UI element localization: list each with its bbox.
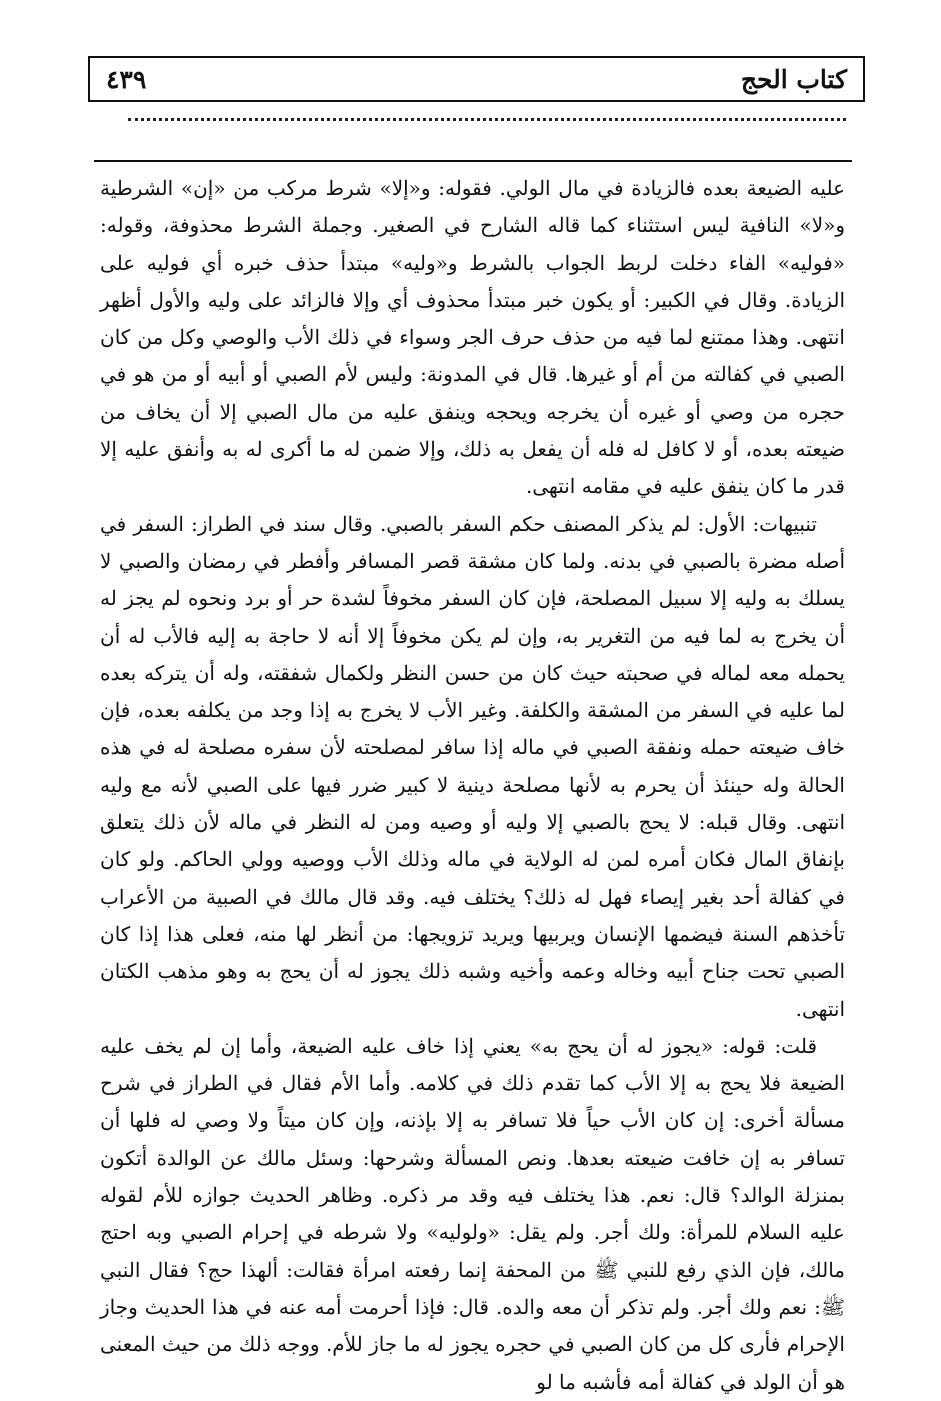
paragraph-2: تنبيهات: الأول: لم يذكر المصنف حكم السفر بالصبي. وقال سند في الطراز: السفر في أصله مضرة بالصبي في بدنه. ولما كان مشقة قصر المسافر وأفطر في رمضان والصبي لا يسلك به وليه إلا سبيل المصلحة، فإن كان السفر مخوفاً لشدة حر أو برد ونحوه لم يجز له أن يخرج به لما فيه من التغرير به، وإن لم يكن مخوفاً إلا أنه لا حاجة به إليه فالأب له أن يحمله معه لماله في صحبته حيث كان من حسن النظر ولكمال شفقته، وله أن يتركه بعده لما عليه في السفر من المشقة والكلفة. وغير الأب لا يخرج به إذا وجد من يكلفه بعده، فإن خاف ضيعته حمله ونفقة الصبي في ماله إذا سافر لمصلحته لأن سفره مصلحة له في هذه الحالة وله حينئذ أن يحرم به لأنها مصلحة دينية لا كبير ضرر فيها على الصبي لأنه مع وليه انتهى. وقال قبله: لا يحج بالصبي إلا وليه أو وصيه ومن له النظر في ماله لأن ذلك يتعلق بإنفاق المال فكان أمره لمن له الولاية في ماله وذلك الأب ووصيه وولي الحاكم. ولو كان في كفالة أحد بغير إيصاء فهل له ذلك؟ يختلف فيه. وقد قال مالك في الصبية من الأعراب تأخذهم السنة فيضمها الإنسان ويربيها ويريد تزويجها: من أنظر لها منه، فعلى هذا إذا كان الصبي تحت جناح أبيه وخاله وعمه وأخيه وشبه ذلك يجوز له أن يحج به وهو مذهب الكتان انتهى. <box>100 511 845 1021</box>
main-text <box>100 170 845 1401</box>
paragraph-3: قلت: قوله: «يجوز له أن يحج به» يعني إذا خاف عليه الضيعة، وأما إن لم يخف عليه الضيعة فلا يحج به إلا الأب كما تقدم ذلك في كلامه. وأما الأم فقال في الطراز في شرح مسألة أخرى: إن كان الأب حياً فلا تسافر به إلا بإذنه، وإن كان ميتاً ولا وصي له فلها أن تسافر به إن خافت ضيعته بعدها. ونص المسألة وشرحها: وسئل مالك عن الوالدة أتكون بمنزلة الوالد؟ قال: نعم. هذا يختلف فيه وقد مر ذكره. وظاهر الحديث جوازه للأم لقوله عليه السلام للمرأة: ولك أجر. ولم يقل: «ولوليه» ولا شرطه في إحرام الصبي وبه احتج مالك، فإن الذي رفع للنبي ﷺ من المحفة إنما رفعته امرأة فقالت: ألهذا حج؟ فقال النبي ﷺ: نعم ولك أجر. ولم تذكر أن معه والده. قال: فإذا أحرمت أمه عنه في هذا الحديث وجاز الإحرام فأرى كل من كان الصبي في حجره يجوز له ما جاز للأم. ووجه ذلك من حيث المعنى هو أن الولد في كفالة أمه فأشبه ما لو <box>100 1033 845 1394</box>
dotted-separator <box>128 118 846 121</box>
page-number: ٤٣٩ <box>106 64 147 94</box>
chapter-title: كتاب الحج <box>740 64 847 94</box>
horizontal-rule <box>94 160 852 162</box>
running-header <box>88 56 865 102</box>
paragraph-1: عليه الضيعة بعده فالزيادة في مال الولي. فقوله: و«إلا» شرط مركب من «إن» الشرطية و«لا» النافية ليس استثناء كما قاله الشارح في الصغير. وجملة الشرط محذوفة، وقوله: «فوليه» الفاء دخلت لربط الجواب بالشرط و«وليه» مبتدأ حذف خبره أي فوليه على الزيادة. وقال في الكبير: أو يكون خبر مبتدأ محذوف أي وإلا فالزائد على وليه والأول أظهر انتهى. وهذا ممتنع لما فيه من حذف حرف الجر وسواء في ذلك الأب والوصي وكل من كان الصبي في كفالته من أم أو غيرها. قال في المدونة: وليس لأم الصبي أو أبيه أو من هو في حجره من وصي أو غيره أن يخرجه ويحجه وينفق عليه من مال الصبي إلا أن يخاف من ضيعته بعده، أو لا كافل له فله أن يفعل به ذلك، وإلا ضمن له ما أكرى له به وأنفق عليه إلا قدر ما كان ينفق عليه في مقامه انتهى. <box>100 176 845 499</box>
